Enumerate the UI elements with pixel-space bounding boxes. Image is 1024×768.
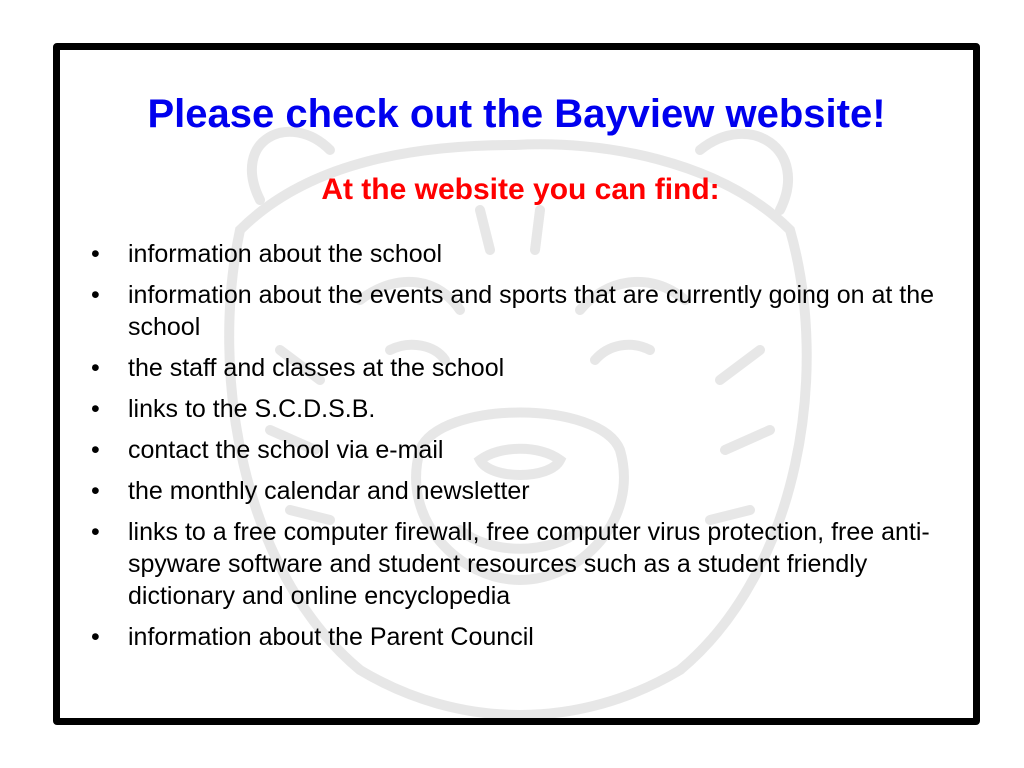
list-item-text: the staff and classes at the school [128,354,505,382]
list-item [87,238,947,270]
list-item [87,352,947,384]
list-item-text: information about the school [128,240,443,268]
list-item-text: contact the school via e-mail [128,436,444,464]
list-item-text: links to a free computer firewall, free computer virus protection, free anti-spyware software and student resources such as a student friendly dictionary and online encyclopedia [128,518,930,610]
list-item [87,621,947,653]
list-item [87,475,947,507]
list-item-text: the monthly calendar and newsletter [128,477,530,505]
bullet-dot: • [91,395,100,423]
bullet-dot: • [91,240,100,268]
list-item [87,279,947,343]
bullet-dot: • [91,477,100,505]
list-item [87,516,947,612]
list-item [87,434,947,466]
list-item [87,393,947,425]
bullet-dot: • [91,354,100,382]
slide-frame [53,43,980,725]
bullet-dot: • [91,281,100,309]
bullet-list [87,238,947,662]
list-item-text: information about the events and sports that are currently going on at the school [128,281,935,341]
slide-title: Please check out the Bayview website! [147,92,886,136]
list-item-text: links to the S.C.D.S.B. [128,395,376,423]
bullet-dot: • [91,623,100,651]
bullet-dot: • [91,518,100,546]
slide-subtitle: At the website you can find: [321,173,720,206]
bullet-dot: • [91,436,100,464]
list-item-text: information about the Parent Council [128,623,534,651]
